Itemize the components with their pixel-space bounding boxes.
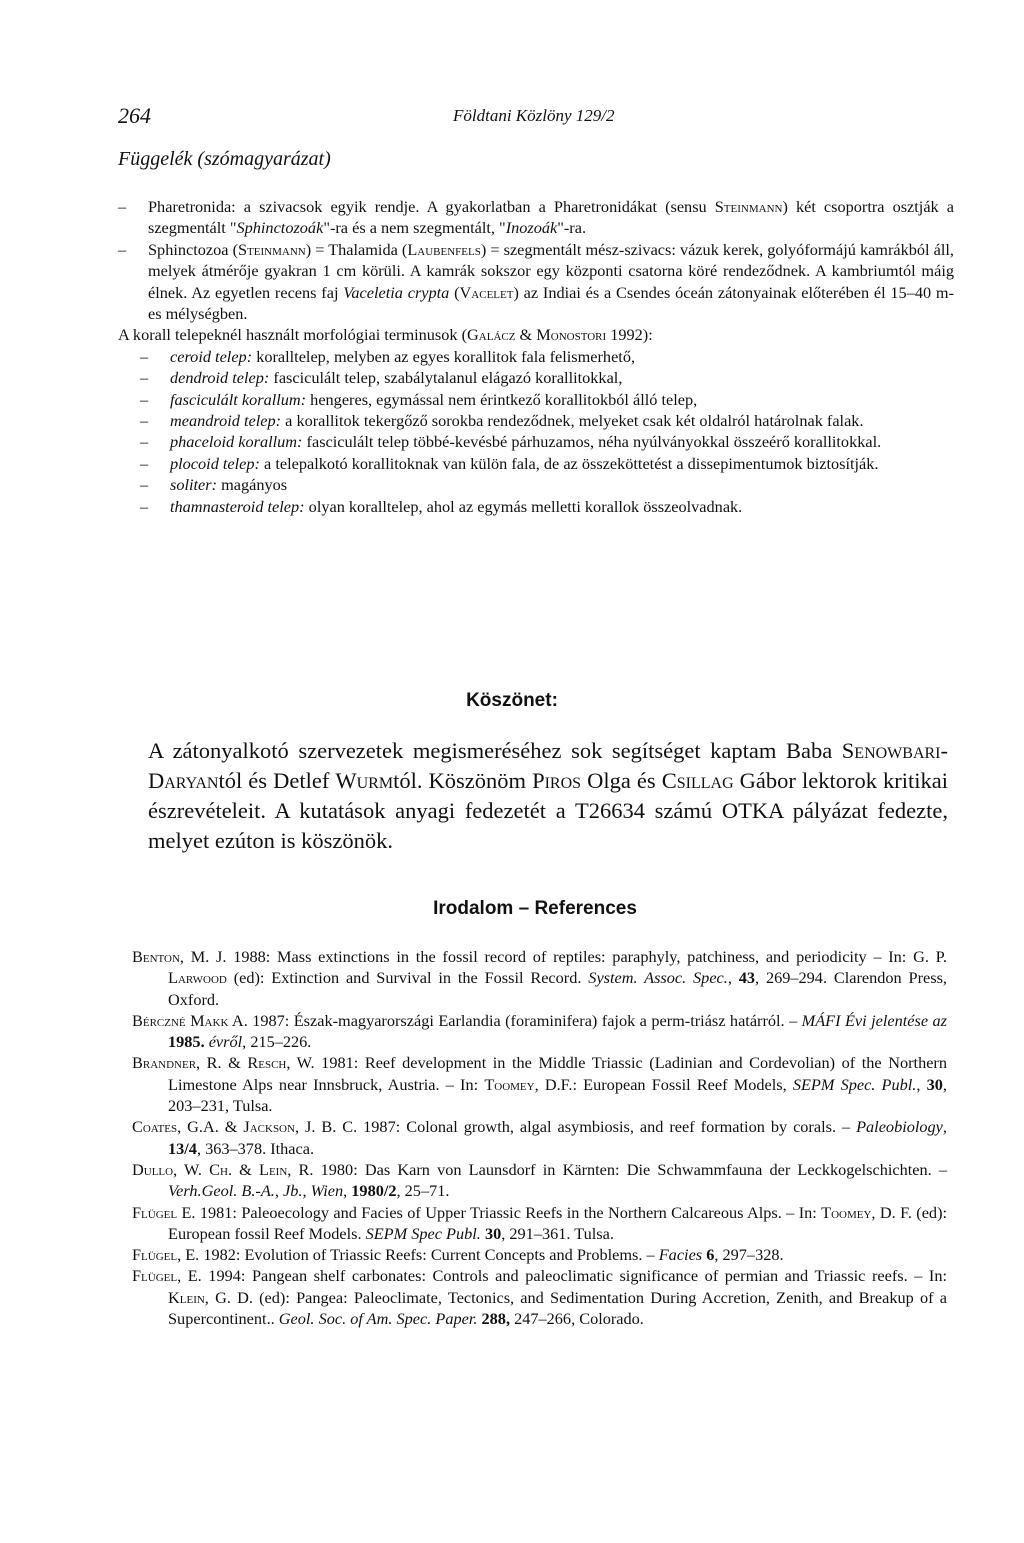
- coral-term: – thamnasteroid telep: olyan koralltelep, ahol az egymás melletti korallok összeolvadnak.: [140, 496, 743, 516]
- coral-term: – meandroid telep: a korallitok tekergőző sorokba rendeződnek, melyeket csak két oldalról határolnak falak.: [140, 411, 864, 431]
- reference-entry: Brandner, R. & Resch, W. 1981: Reef development in the Middle Triassic (Ladinian and Cordevolian) of the Northern Limestone Alps near Innsbruck, Austria. – In: Toomey, D.F.: European Fossil Reef Models, SEPM Spec. Publ., 30, 203–231, Tulsa.: [132, 1053, 947, 1116]
- coral-term: – dendroid telep: fasciculált telep, szabálytalanul elágazó korallitokkal,: [140, 368, 623, 388]
- dash-bullet: –: [140, 453, 149, 473]
- acknowledgements-text: A zátonyalkotó szervezetek megismeréséhez sok segítséget kaptam Baba Senowbari-Daryantól és Detlef Wurmtól. Köszönöm Piros Olga és Csillag Gábor lektorok kritikai észrevételeit. A kutatások anyagi fedezetét a T26634 számú OTKA pályázat fedezte, melyet ezúton is köszönök.: [148, 738, 949, 853]
- dash-bullet: –: [118, 239, 127, 259]
- reference-entry: Flügel E. 1981: Paleoecology and Facies of Upper Triassic Reefs in the Northern Calcareous Alps. – In: Toomey, D. F. (ed): European fossil Reef Models. SEPM Spec Publ. 30, 291–361. Tulsa.: [132, 1202, 948, 1243]
- glossary-entry-pharetronida: – Pharetronida: a szivacsok egyik rendje. A gyakorlatban a Pharetronidákat (sensu Steinmann) két csoportra osztják a szegmentált "Sphinctozoák"-ra és a nem szegmentált, "Inozoák"-ra.: [118, 197, 954, 238]
- acknowledgements-heading: Köszönet:: [466, 690, 558, 711]
- dash-bullet: –: [118, 197, 127, 216]
- dash-bullet: –: [140, 389, 149, 409]
- reference-entry: Benton, M. J. 1988: Mass extinctions in the fossil record of reptiles: paraphyly, patchiness, and periodicity – In: G. P. Larwood (ed): Extinction and Survival in the Fossil Record. System. Assoc. Spec., 43, 269–294. Clarendon Press, Oxford.: [132, 947, 947, 1009]
- dash-bullet: –: [140, 411, 149, 431]
- coral-term: – soliter: magányos: [140, 475, 288, 495]
- appendix-title: Függelék (szómagyarázat): [118, 148, 331, 170]
- dash-bullet: –: [140, 346, 149, 366]
- page-number: 264: [118, 103, 151, 128]
- coral-term: – plocoid telep: a telepalkotó korallitoknak van külön fala, de az összeköttetést a dissepimentumok biztosítják.: [140, 453, 879, 473]
- dash-bullet: –: [140, 432, 149, 452]
- dash-bullet: –: [140, 368, 149, 388]
- coral-term: – ceroid telep: koralltelep, melyben az egyes korallitok fala felismerhető,: [140, 346, 636, 366]
- reference-entry: Flügel, E. 1982: Evolution of Triassic Reefs: Current Concepts and Problems. – Facies 6, 297–328.: [132, 1245, 784, 1265]
- coral-terms-intro: A korall telepeknél használt morfológiai terminusok (Galácz & Monostori 1992):: [118, 325, 653, 345]
- journal-title: Földtani Közlöny 129/2: [453, 106, 615, 125]
- reference-entry: Bérczné Makk A. 1987: Észak-magyarországi Earlandia (foraminifera) fajok a perm-triász határról. – MÁFI Évi jelentése az 1985. évről, 215–226.: [132, 1010, 947, 1052]
- appendix-body: [118, 196, 954, 517]
- running-header: [118, 103, 958, 133]
- reference-entry: Coates, G.A. & Jackson, J. B. C. 1987: Colonal growth, algal asymbiosis, and reef formation by corals. – Paleobiology, 13/4, 363–378. Ithaca.: [132, 1117, 947, 1158]
- reference-entry: Flügel, E. 1994: Pangean shelf carbonates: Controls and paleoclimatic significance of permian and Triassic reefs. – In: Klein, G. D. (ed): Pangea: Paleoclimate, Tectonics, and Sedimentation During Accretion, Zenith, and Breakup of a Supercontinent.. Geol. Soc. of Am. Spec. Paper. 288, 247–266, Colorado.: [132, 1266, 947, 1329]
- glossary-entry-sphinctozoa: – Sphinctozoa (Steinmann) = Thalamida (Laubenfels) = szegmentált mész-szivacs: vázuk kerek, golyóformájú kamrákból áll, melyek átmérője gyakran 1 cm körüli. A kamrák sokszor egy központi csatorna köré rendeződnek. A kambriumtól máig élnek. Az egyetlen recens faj Vaceletia crypta (Vacelet) az Indiai és a Csendes óceán zátonyainak előterében él 15–40 m-es mélységben.: [118, 239, 954, 324]
- dash-bullet: –: [140, 496, 149, 516]
- coral-term: – phaceloid korallum: fasciculált telep többé-kevésbé párhuzamos, néha nyúlványokkal összeérő korallitokkal.: [140, 432, 882, 452]
- coral-term: – fasciculált korallum: hengeres, egymással nem érintkező korallitokból álló telep,: [140, 389, 698, 409]
- reference-entry: Dullo, W. Ch. & Lein, R. 1980: Das Karn von Launsdorf in Kärnten: Die Schwammfauna der Leckkogelschichten. – Verh.Geol. B.-A., Jb., Wien, 1980/2, 25–71.: [132, 1159, 947, 1201]
- references-heading: Irodalom – References: [433, 898, 637, 919]
- reference-list: [132, 946, 947, 1329]
- dash-bullet: –: [140, 475, 149, 495]
